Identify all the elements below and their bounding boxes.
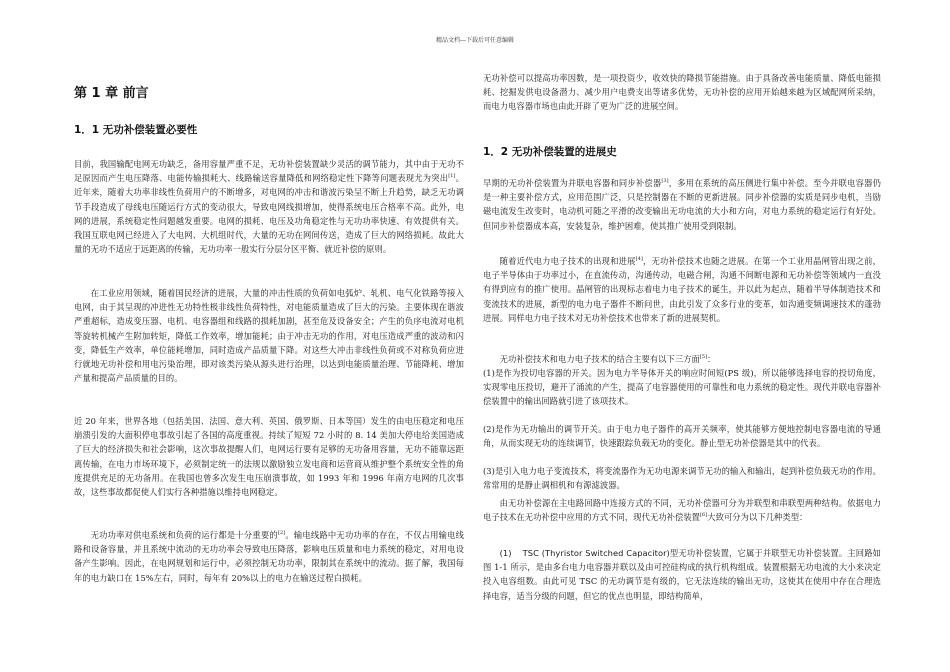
paragraph-left-3: 近 20 年来，世界各地（包括美国、法国、意大利、英国、俄罗斯、日本等国）发生的由电压稳定和电压崩溃引发的大面积停电事故引起了各国的高度重视。持续了短短 72 小时的 8. 14 美加大停电给美国造成了巨大的经济损失和社会影响，这次事故提醒人们，电网运行要有足够的无功备用容量，无功不能靠远距离传输，在电力市场环境下，必须制定统一的法规以激励独立发电商和运营商从维护整个系统安全性的角度提供充足的无功备用。在我国也曾多次发生电压崩溃事故，如 1993 年和 1996 年南方电网的几次事故，这些事故都促使人们实行各种措施以维持电网稳定。 bbox=[74, 416, 464, 498]
paragraph-text: 随着近代电力电子技术的出现和进展 bbox=[499, 256, 636, 266]
section-title-1-2: 1．2 无功补偿装置的进展史 bbox=[483, 146, 617, 158]
citation: [2] bbox=[277, 530, 286, 537]
paragraph-text: 早期的无功补偿装置为并联电容器和同步补偿器 bbox=[483, 178, 662, 188]
paragraph-text: 无功功率对供电系统和负荷的运行都是十分重要的 bbox=[90, 530, 278, 540]
list-item-2: (2)是作为无功输出的调节开关。由于电力电子器件的高开关频率，使其能够方便地控制电容器电流的导通角，从而实现无功的连续调节，快速跟踪负载无功的变化。静止型无功补偿器是其中的代表。 bbox=[483, 424, 881, 449]
page-header: 精品文档---下载后可任意编辑 bbox=[435, 37, 515, 44]
paragraph-text: 由无功补偿源在主电路回路中连接方式的不同，无功补偿器可分为并联型和串联型两种结构。依据电力电子技术在无功补偿中应用的方式不同，现代无功补偿装置 bbox=[483, 498, 881, 523]
paragraph-text: 大致可分为以下几种类型： bbox=[707, 512, 808, 523]
citation: [3] bbox=[661, 178, 669, 185]
paragraph-left-2: 在工业应用领域，随着国民经济的进展，大量的冲击性质的负荷如电弧炉、轧机、电气化铁路等接入电网，由于其呈现的冲进性无功特性极非线性负荷特性，对电能质量造成了巨大的污染。主要体现在谐波严重超标，造成变压器、电机、电容器组和线路的损耗加剧，甚至危及设备安全；产生的负序电流对电机等旋转机械产生附加转矩，降低工作效率，增加能耗；由于冲击无功的作用，对电压造成严重的波动和闪变，降低生产效率，单位能耗增加，同时造成产品质量下降。对这些大冲击非线性负荷或不对称负荷应进行就地无功补偿和用电污染治理，即对该类污染从源头进行治理，以达到电能质量治理、节能降耗、增加产量和提高产品质量的目的。 bbox=[74, 288, 464, 384]
paragraph-text: 目前，我国输配电网无功缺乏，备用容量严重不足，无功补偿装置缺少灵活的调节能力，其中由于无功不足原因而产生电压降落、电能传输损耗大、线路输送容量降低和网络稳定性下降等问题表现尤为突出 bbox=[74, 159, 464, 184]
paragraph-right-2 bbox=[483, 254, 881, 325]
paragraph-right-5 bbox=[483, 546, 881, 603]
list-item-1: (1)是作为投切电容器的开关。因为电力半导体开关的响应时间短(PS 级)，所以能够选择电容的投切角度，实现零电压投切，避开了涌流的产生，提高了电容器使用的可靠性和电力系统的稳定性。现代并联电容器补偿装置中的输出回路就引进了该项技术。 bbox=[483, 368, 881, 407]
paragraph-text: 。近年来，随着大功率非线性负荷用户的不断增多，对电网的冲击和谐波污染呈不断上升趋势，缺乏无功调节手段造成了母线电压随运行方式的变动很大，导致电网线损增加，使得系统电压合格率不高。此外，电网的进展，系统稳定性问题越发重要。电网的损耗、电压及功角稳定性与无功功率快速、有效提供有关。我国互联电网已经进入了大电网、大机组时代，大量的无功在网间传送，造成了巨大的网络损耗。故此大量的无功不适应于远距离的传输，无功功率一般实行分层分区平衡、就近补偿的原则。 bbox=[74, 173, 464, 255]
paragraph-left-4 bbox=[74, 528, 464, 585]
paragraph-right-4 bbox=[483, 496, 881, 524]
citation: [6] bbox=[700, 512, 708, 519]
item-title: TSC (Thyristor Switched Capacitor) bbox=[522, 548, 670, 558]
paragraph-right-0: 无功补偿可以提高功率因数，是一项投资少，收效快的降损节能措施。由于具备改善电能质量、降低电能损耗、挖掘发供电设备潜力、减少用户电费支出等诸多优势，无功补偿的应用开始越来越为区域配网所采纳，而电力电容器市场也由此开辟了更为广泛的进展空间。 bbox=[483, 73, 881, 112]
list-item-3: (3)是引入电力电子变流技术，将变流器作为无功电源来调节无功的输入和输出，起到补偿负载无功的作用。常常用的是静止调相机和有源滤波器。 bbox=[483, 466, 881, 491]
section-title-1-1: 1．1 无功补偿装置必要性 bbox=[74, 124, 198, 136]
paragraph-text: 无功补偿技术和电力电子技术的结合主要有以下三方面 bbox=[499, 354, 700, 364]
paragraph-text: 型无功补偿装置，它属于并联型无功补偿装置。主回路如图 1-1 所示，是由多台电力电容器并联以及由可控硅构成的执行机构组成。装置根据无功电流的大小来决定投入电容组数。由此可见 TSC 的无功调节是有级的，它无法连续的输出无功，这使其在使用中存在合理选择电容，适当分级的问题，但它的优点也明显，即结构简单， bbox=[483, 548, 881, 601]
paragraph-text: ，无功补偿技术也随之进展。在第一个工业用晶闸管出现之前，电子半导体由于功率过小，在直流传动，沟通传动，电磁合闸，沟通不间断电源和无功补偿等领域内一直没有得到应有的推广使用。晶闸管的出现标志着电力电子技术的诞生，并以此为起点，随着半导体制造技术和变流技术的进展，新型的电力电子器件不断问世，由此引发了众多行业的变革，如沟通变频调速技术的蓬勃进展。同样电力电子技术对无功补偿技术也带来了新的进展契机。 bbox=[483, 256, 881, 323]
paragraph-text: 。输电线路中无功功率的存在，不仅占用输电线路和设备容量，并且系统中流动的无功功率会导致电压降落，影响电压质量和电力系统的稳定，对用电设备产生影响。因此，在电网规划和运行中，必须控制无功功率，限制其在系统中的流动。据了解，我国每年的电力缺口在 15%左右，同时，每年有 20%以上的电力在输送过程白损耗。 bbox=[74, 530, 464, 583]
paragraph-right-1 bbox=[483, 176, 881, 233]
item-number: (1) bbox=[499, 548, 512, 558]
citation: [5] bbox=[699, 354, 708, 361]
paragraph-text: ： bbox=[707, 354, 716, 364]
citation: [4] bbox=[635, 256, 643, 263]
paragraph-right-3 bbox=[483, 352, 881, 366]
chapter-title: 第 1 章 前言 bbox=[74, 86, 149, 101]
paragraph-text: ，多用在系统的高压侧进行集中补偿。至今并联电容器仍是一种主要补偿方式，应用范围广泛，只是控制器在不断的更新进展。同步补偿器的实质是同步电机，当励磁电流发生改变时，电动机可随之平滑的改变输出无功电流的大小和方向，对电力系统的稳定运行有好处。但同步补偿器成本高，安装复杂，维护困难，使其推广使用受到限制。 bbox=[483, 178, 881, 231]
paragraph-left-1 bbox=[74, 157, 464, 256]
citation: [1] bbox=[448, 173, 456, 180]
